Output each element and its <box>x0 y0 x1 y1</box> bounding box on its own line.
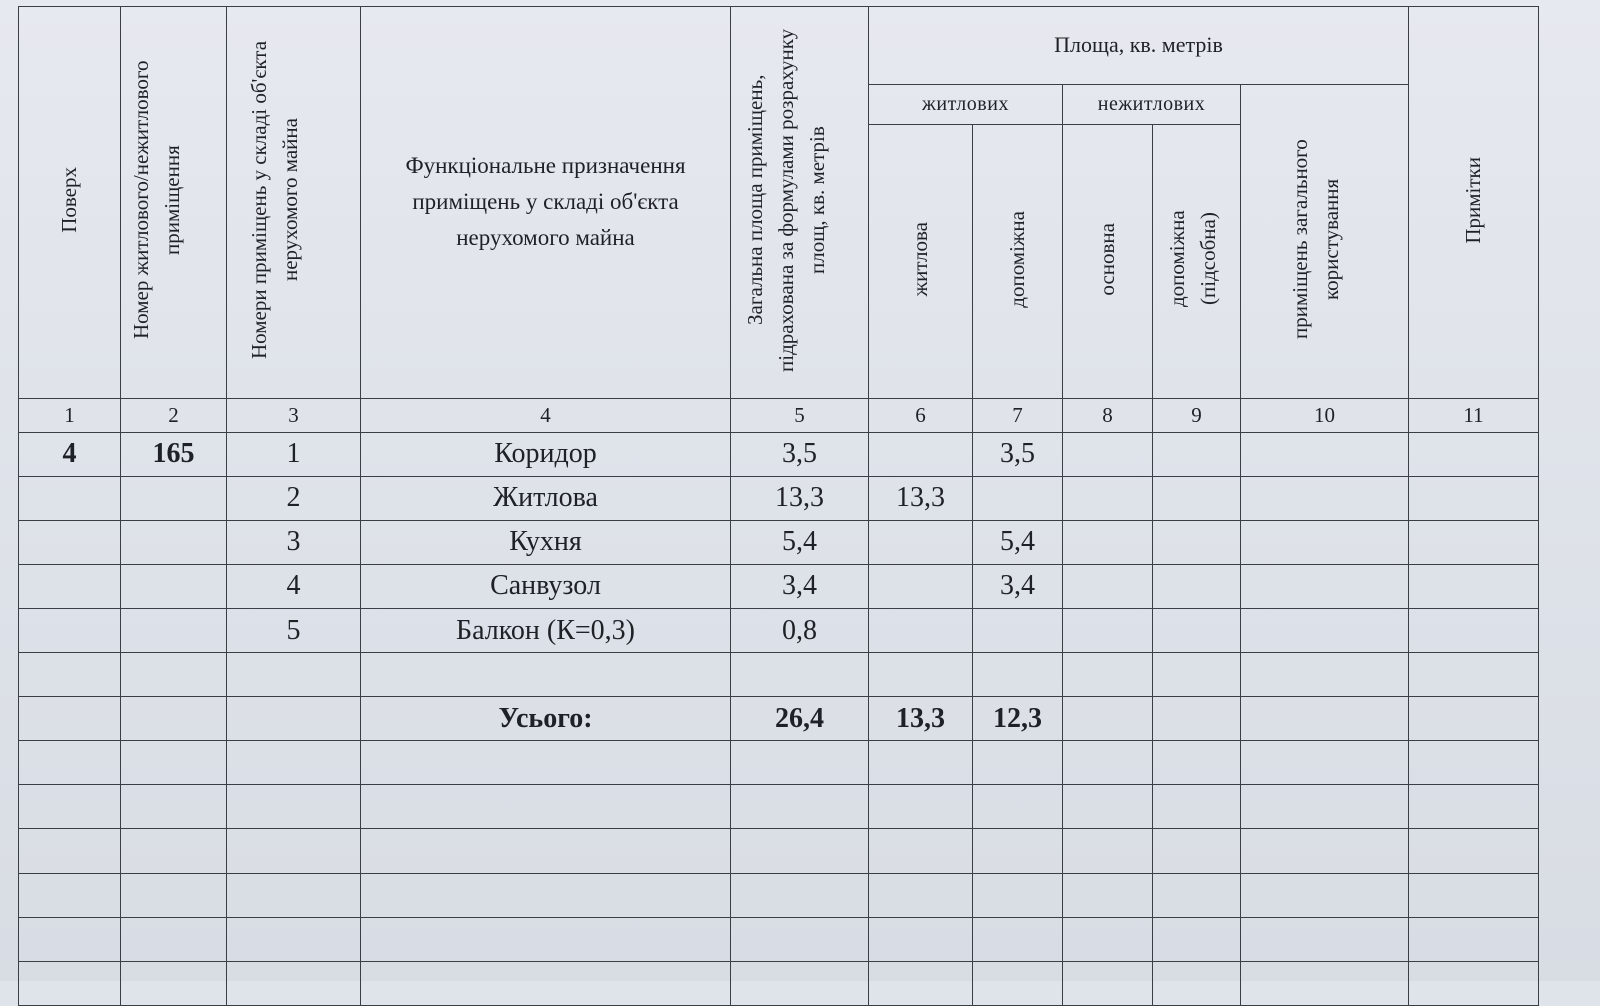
room-number-cell: 2 <box>227 476 361 520</box>
total-area-cell: 13,3 <box>731 476 869 520</box>
room-name-cell: Кухня <box>361 520 731 564</box>
aux-area-cell: 3,5 <box>973 432 1063 476</box>
aux-area-cell <box>973 476 1063 520</box>
total-area-cell: 5,4 <box>731 520 869 564</box>
column-number: 4 <box>361 398 731 432</box>
table-row <box>19 564 1539 608</box>
header-unit-number: Номер житлового/нежитлового приміщення <box>121 7 227 399</box>
empty-row <box>19 873 1539 917</box>
column-number: 3 <box>227 398 361 432</box>
totals-living-area: 13,3 <box>869 697 973 741</box>
column-number: 9 <box>1153 398 1241 432</box>
header-function: Функціональне призначення приміщень у складі об'єкта нерухомого майна <box>361 7 731 399</box>
room-number-cell: 3 <box>227 520 361 564</box>
column-number: 6 <box>869 398 973 432</box>
header-nonres-main: основна <box>1063 125 1153 399</box>
empty-row <box>19 961 1539 1005</box>
empty-row <box>19 917 1539 961</box>
column-number: 5 <box>731 398 869 432</box>
room-name-cell: Санвузол <box>361 564 731 608</box>
aux-area-cell: 3,4 <box>973 564 1063 608</box>
living-area-cell <box>869 432 973 476</box>
unit-number-cell: 165 <box>121 432 227 476</box>
column-number: 1 <box>19 398 121 432</box>
living-area-cell: 13,3 <box>869 476 973 520</box>
column-number: 11 <box>1409 398 1539 432</box>
room-number-cell: 1 <box>227 432 361 476</box>
totals-row <box>19 697 1539 741</box>
empty-row <box>19 829 1539 873</box>
room-number-cell: 5 <box>227 609 361 653</box>
header-area-group: Площа, кв. метрів <box>869 7 1409 85</box>
column-number: 2 <box>121 398 227 432</box>
room-name-cell: Коридор <box>361 432 731 476</box>
living-area-cell <box>869 520 973 564</box>
table-row <box>19 476 1539 520</box>
aux-area-cell <box>973 609 1063 653</box>
floor-cell: 4 <box>19 432 121 476</box>
totals-total-area: 26,4 <box>731 697 869 741</box>
room-name-cell: Житлова <box>361 476 731 520</box>
empty-row <box>19 741 1539 785</box>
column-number: 7 <box>973 398 1063 432</box>
room-number-cell: 4 <box>227 564 361 608</box>
room-name-cell: Балкон (К=0,3) <box>361 609 731 653</box>
column-number-row <box>19 398 1539 432</box>
table-row <box>19 609 1539 653</box>
living-area-cell <box>869 564 973 608</box>
table-row <box>19 432 1539 476</box>
table-row <box>19 520 1539 564</box>
header-res-aux: допоміжна <box>973 125 1063 399</box>
column-number: 10 <box>1241 398 1409 432</box>
header-room-numbers: Номери приміщень у складі об'єкта нерухомого майна <box>227 7 361 399</box>
aux-area-cell: 5,4 <box>973 520 1063 564</box>
living-area-cell <box>869 609 973 653</box>
header-res-living: житлова <box>869 125 973 399</box>
header-nonresidential: нежитлових <box>1063 84 1241 124</box>
empty-row <box>19 785 1539 829</box>
total-area-cell: 0,8 <box>731 609 869 653</box>
empty-row <box>19 653 1539 697</box>
header-total-area: Загальна площа приміщень, підрахована за формулами розрахунку площ, кв. метрів <box>731 7 869 399</box>
totals-label: Усього: <box>361 697 731 741</box>
header-floor: Поверх <box>19 7 121 399</box>
total-area-cell: 3,4 <box>731 564 869 608</box>
header-notes: Примітки <box>1409 7 1539 399</box>
room-inventory-table <box>18 6 1539 1006</box>
column-number: 8 <box>1063 398 1153 432</box>
header-residential: житлових <box>869 84 1063 124</box>
totals-aux-area: 12,3 <box>973 697 1063 741</box>
header-common-use: приміщень загального користування <box>1241 84 1409 398</box>
total-area-cell: 3,5 <box>731 432 869 476</box>
header-nonres-aux: допоміжна (підсобна) <box>1153 125 1241 399</box>
